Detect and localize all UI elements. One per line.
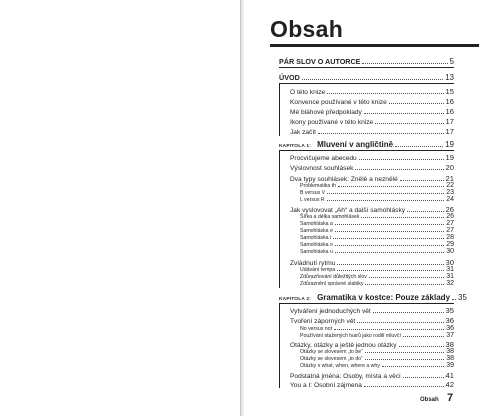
section-rule	[279, 67, 454, 68]
toc-subentry[interactable]	[300, 182, 454, 189]
toc-subentry[interactable]	[300, 325, 454, 332]
entry-page-number: 16	[445, 97, 454, 106]
toc-subentry[interactable]	[300, 332, 454, 339]
dot-leader	[337, 264, 443, 265]
entry-title: Šířka a délka samohlásek	[300, 214, 360, 220]
toc-subentry[interactable]	[300, 241, 454, 248]
toc-subentry[interactable]	[300, 189, 454, 196]
entry-page-number: 17	[445, 127, 454, 136]
toc-entry[interactable]	[290, 371, 454, 380]
toc-subentry[interactable]	[300, 348, 454, 355]
entry-page-number: 41	[445, 371, 454, 380]
entry-page-number: 26	[445, 205, 454, 214]
dot-leader	[364, 386, 444, 387]
dot-leader	[400, 180, 444, 181]
entry-title: Otázky, otázky a ještě jednou otázky	[290, 342, 397, 349]
entry-title: Vytváření jednoduchých vět	[290, 308, 371, 315]
dot-leader	[327, 200, 445, 201]
toc-section-entry[interactable]	[279, 57, 454, 66]
entry-page-number: 36	[445, 316, 454, 325]
dot-leader	[373, 312, 444, 313]
entry-page-number: 27	[446, 227, 454, 234]
dot-leader	[327, 93, 443, 94]
dot-leader	[327, 193, 444, 194]
entry-title: Otázky se slovesem „to be“	[300, 349, 363, 355]
entry-page-number: 38	[446, 348, 454, 355]
entry-page-number: 36	[446, 325, 454, 332]
entry-title: L versus R	[300, 197, 325, 203]
entry-title: No versus not	[300, 326, 333, 332]
entry-page-number: 15	[445, 87, 454, 96]
chapter-title: Gramatika v kostce: Pouze základy	[317, 293, 451, 302]
section-rule	[279, 150, 454, 151]
dot-leader	[395, 146, 443, 147]
entry-title: PÁR SLOV O AUTORCE	[279, 57, 361, 66]
entry-title: Procvičujeme abecedu	[290, 155, 357, 162]
dot-leader	[399, 346, 444, 347]
dot-leader	[318, 133, 444, 134]
entry-page-number: 21	[445, 174, 454, 183]
entry-title: Samohláska a	[300, 221, 333, 227]
toc-chapter-entry[interactable]	[279, 293, 467, 302]
toc-entry[interactable]	[290, 380, 454, 389]
dot-leader	[335, 231, 444, 232]
toc-entry[interactable]	[290, 97, 454, 106]
entry-page-number: 19	[445, 153, 454, 162]
entry-title: Otázky s what, when, where a why	[300, 363, 380, 369]
dot-leader	[362, 63, 447, 64]
entry-title: Samohláska u	[300, 249, 333, 255]
toc-entry[interactable]	[290, 306, 454, 315]
section-side-bar	[279, 151, 280, 288]
footer-section-label: Obsah	[420, 397, 439, 403]
toc-subentry[interactable]	[300, 273, 454, 280]
dot-leader	[335, 252, 444, 253]
entry-page-number: 20	[445, 163, 454, 172]
dot-leader	[452, 299, 456, 300]
entry-title: Otázky se slovesem „to do“	[300, 356, 363, 362]
toc-entry[interactable]	[290, 153, 454, 162]
entry-page-number: 23	[446, 189, 454, 196]
entry-page-number: 35	[445, 306, 454, 315]
dot-leader	[338, 186, 444, 187]
entry-page-number: 32	[446, 280, 454, 287]
entry-page-number: 35	[458, 293, 467, 302]
entry-page-number: 30	[445, 258, 454, 267]
page-title: Obsah	[270, 16, 344, 42]
entry-page-number: 37	[446, 332, 454, 339]
entry-title: B versus V	[300, 190, 326, 196]
dot-leader	[334, 329, 444, 330]
entry-title: Zdůrazňování důležitých slov	[300, 274, 367, 280]
entry-title: Udávání tempa	[300, 267, 336, 273]
entry-title: Jak začít	[290, 129, 317, 136]
toc-section-entry[interactable]	[279, 73, 454, 82]
entry-title: Podstatná jména: Osoby, místa a věci	[290, 373, 401, 380]
entry-title: Zvládnutí rytmu	[290, 260, 336, 267]
dot-leader	[359, 159, 444, 160]
footer-page-number: 7	[447, 392, 454, 404]
dot-leader	[355, 169, 443, 170]
dot-leader	[389, 103, 444, 104]
dot-leader	[375, 123, 443, 124]
toc-entry[interactable]	[290, 127, 454, 136]
entry-page-number: 30	[446, 248, 454, 255]
entry-title: You a I: Osobní zájmena	[290, 382, 362, 389]
section-rule	[279, 83, 454, 84]
entry-title: Tvoření záporných vět	[290, 318, 356, 325]
table-of-contents	[244, 0, 480, 416]
dot-leader	[369, 277, 444, 278]
toc-chapter-entry[interactable]	[279, 140, 454, 149]
entry-title: Dva typy souhlásek: Znělé a neznělé	[290, 176, 398, 183]
dot-leader	[302, 79, 443, 80]
dot-leader	[365, 359, 444, 360]
entry-title: Výslovnost souhlásek	[290, 165, 354, 172]
dot-leader	[382, 366, 444, 367]
toc-subentry[interactable]	[300, 266, 454, 273]
dot-leader	[357, 322, 443, 323]
toc-entry[interactable]	[290, 87, 454, 96]
section-side-bar	[279, 84, 280, 136]
entry-page-number: 5	[449, 57, 454, 66]
toc-subentry[interactable]	[300, 355, 454, 362]
entry-title: Používání stažených tvarů jako rodilí mluvčí	[300, 333, 401, 339]
entry-title: Konvence používané v této knize	[290, 99, 387, 106]
toc-entry[interactable]	[290, 117, 454, 126]
entry-title: Samohláska i	[300, 235, 332, 241]
dot-leader	[365, 352, 444, 353]
toc-subentry[interactable]	[300, 234, 454, 241]
entry-page-number: 31	[446, 266, 454, 273]
toc-subentry[interactable]	[300, 248, 454, 255]
dot-leader	[365, 284, 444, 285]
entry-page-number: 29	[446, 241, 454, 248]
dot-leader	[337, 270, 444, 271]
entry-page-number: 42	[445, 380, 454, 389]
entry-title: Samohláska o	[300, 242, 333, 248]
dot-leader	[403, 377, 444, 378]
toc-entry[interactable]	[290, 107, 454, 116]
entry-title: Problematika th	[300, 183, 337, 189]
dot-leader	[403, 336, 444, 337]
toc-entry[interactable]	[290, 163, 454, 172]
entry-page-number: 38	[445, 340, 454, 349]
entry-page-number: 28	[446, 234, 454, 241]
toc-page	[244, 0, 480, 416]
entry-title: Ikony používané v této knize	[290, 119, 374, 126]
section-rule	[279, 303, 454, 304]
entry-page-number: 26	[446, 213, 454, 220]
entry-title: Mé bláhové předpoklady	[290, 109, 362, 116]
toc-subentry[interactable]	[300, 280, 454, 287]
entry-title: Samohláska e	[300, 228, 333, 234]
entry-page-number: 19	[445, 140, 454, 149]
entry-page-number: 31	[446, 273, 454, 280]
toc-subentry[interactable]	[300, 362, 454, 369]
entry-title: O této knize	[290, 89, 326, 96]
entry-title: ÚVOD	[279, 73, 300, 82]
entry-page-number: 27	[446, 220, 454, 227]
dot-leader	[407, 211, 443, 212]
entry-title: Jak vyslovovat „Ah“ a další samohlásky	[290, 207, 406, 214]
entry-title: Zdůraznění správné slabiky	[300, 281, 364, 287]
chapter-title: Mluvení v angličtině	[317, 140, 394, 149]
section-side-bar	[279, 304, 280, 388]
dot-leader	[361, 217, 444, 218]
toc-subentry[interactable]	[300, 220, 454, 227]
entry-page-number: 13	[445, 73, 454, 82]
toc-subentry[interactable]	[300, 227, 454, 234]
entry-page-number: 24	[446, 196, 454, 203]
toc-subentry[interactable]	[300, 213, 454, 220]
entry-page-number: 38	[446, 355, 454, 362]
toc-entry[interactable]	[290, 316, 454, 325]
entry-page-number: 17	[445, 117, 454, 126]
chapter-label: KAPITOLA 2:	[279, 297, 312, 302]
toc-subentry[interactable]	[300, 196, 454, 203]
entry-page-number: 22	[446, 182, 454, 189]
dot-leader	[335, 245, 444, 246]
entry-page-number: 39	[446, 362, 454, 369]
entry-page-number: 16	[445, 107, 454, 116]
chapter-label: KAPITOLA 1:	[279, 144, 312, 149]
dot-leader	[335, 224, 444, 225]
dot-leader	[364, 113, 444, 114]
dot-leader	[333, 238, 444, 239]
